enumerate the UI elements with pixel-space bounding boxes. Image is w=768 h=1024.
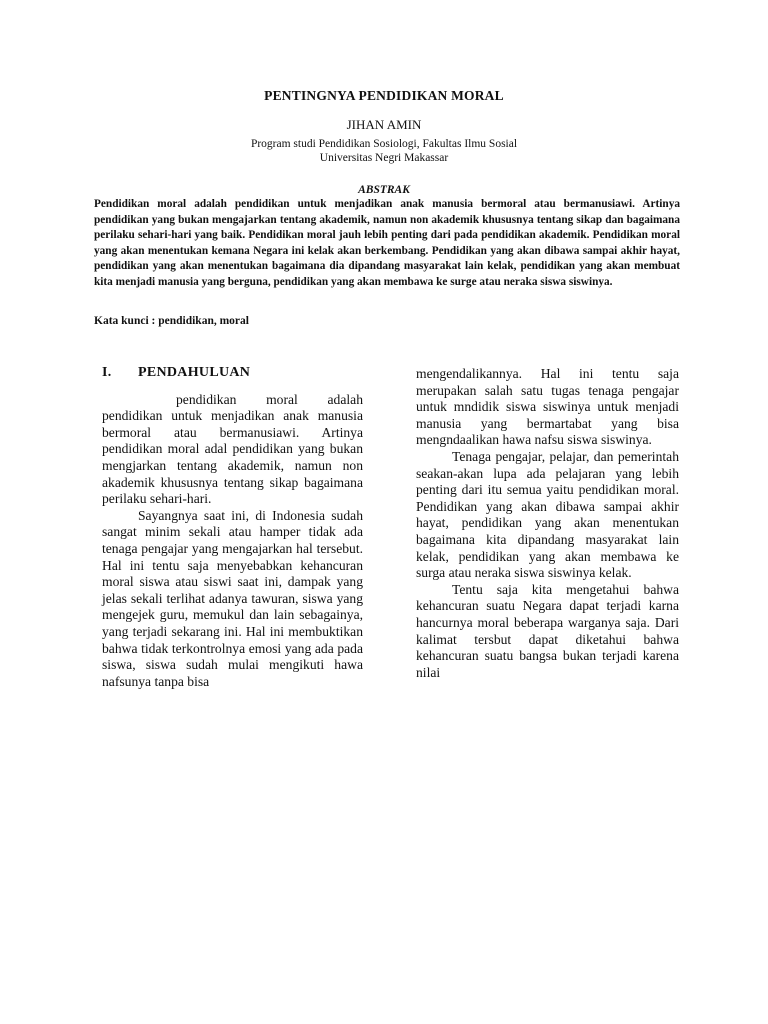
- section-number: I.: [102, 365, 112, 380]
- right-column: [416, 366, 679, 681]
- abstract-text: Pendidikan moral adalah pendidikan untuk menjadikan anak manusia bermoral atau bermanusiawi. Artinya pendidikan yang bukan mengajarkan tentang akademik, namun non akademik khususnya tentang sikap dan bagaimana perilaku sehari-hari yang baik. Pendidikan moral jauh lebih penting dari pada pendidikan akademik. Pendidikan moral yang akan menentukan kemana Negara ini kelak akan berkembang. Pendidikan yang akan dibawa sampai akhir hayat, pendidikan yang akan menentukan bagaimana dia dipandang masyarakat lain kelak, pendidikan yang akan membuat kita menjadi manusia yang berguna, pendidikan yang akan membawa ke surge atau neraka siswa siswinya.: [94, 198, 680, 288]
- affiliation-program: Program studi Pendidikan Sosiologi, Fakultas Ilmu Sosial: [250, 138, 518, 150]
- left-column: [102, 365, 363, 690]
- paragraph: Sayangnya saat ini, di Indonesia sudah sangat minim sekali atau hamper tidak ada tenaga pengajar yang mengajarkan hal tersebut. Hal ini tentu saja menyebabkan kehancuran moral siswa atau siswi saat ini, dampak yang jelas sekali terlihat adanya tawuran, siswa yang mengejek guru, memukul dan lain sebagainya, yang terjadi sekarang ini. Hal ini membuktikan bahwa tidak terkontrolnya emosi yang ada pada siswa, siswa sudah mulai mengikuti hawa nafsunya tanpa bisa: [102, 507, 363, 689]
- paragraph: Tenaga pengajar, pelajar, dan pemerintah seakan-akan lupa ada pelajaran yang lebih penting dari itu semua yaitu pendidikan moral. Pendidikan yang akan dibawa sampai akhir hayat, pendidikan yang akan menentukan bagaimana kita dipandang masyarakat lain kelak, pendidikan yang akan membawa ke surga atau neraka siswa siswinya kelak.: [416, 448, 679, 581]
- keywords: Kata kunci : pendidikan, moral: [94, 315, 249, 327]
- section-title: PENDAHULUAN: [138, 365, 251, 380]
- abstract-heading: ABSTRAK: [358, 184, 410, 196]
- paragraph: mengendalikannya. Hal ini tentu saja merupakan salah satu tugas tenaga pengajar untuk mndidik siswa siswinya untuk menjadi manusia yang bermartabat yang bisa mengndaalikan hawa nafsu siswa siswinya.: [416, 366, 679, 448]
- affiliation: [0, 137, 768, 165]
- paper-title: PENTINGNYA PENDIDIKAN MORAL: [264, 88, 504, 103]
- affiliation-university: Universitas Negri Makassar: [319, 152, 449, 164]
- section-heading: [102, 365, 363, 382]
- paragraph: Tentu saja kita mengetahui bahwa kehancuran suatu Negara dapat terjadi karna hancurnya moral beberapa warganya saja. Dari kalimat tersbut dapat diketahui bahwa kehancuran suatu bangsa bukan terjadi karena nilai: [416, 581, 679, 680]
- author-name: JIHAN AMIN: [346, 117, 422, 132]
- paragraph: pendidikan moral adalah pendidikan untuk menjadikan anak manusia bermoral atau bermanusiawi. Artinya pendidikan moral adal pendidikan yang bukan mengjarkan tentang akademik, namun non akademik khususnya tentang sikap bagaimana perilaku sehari-hari.: [102, 391, 363, 507]
